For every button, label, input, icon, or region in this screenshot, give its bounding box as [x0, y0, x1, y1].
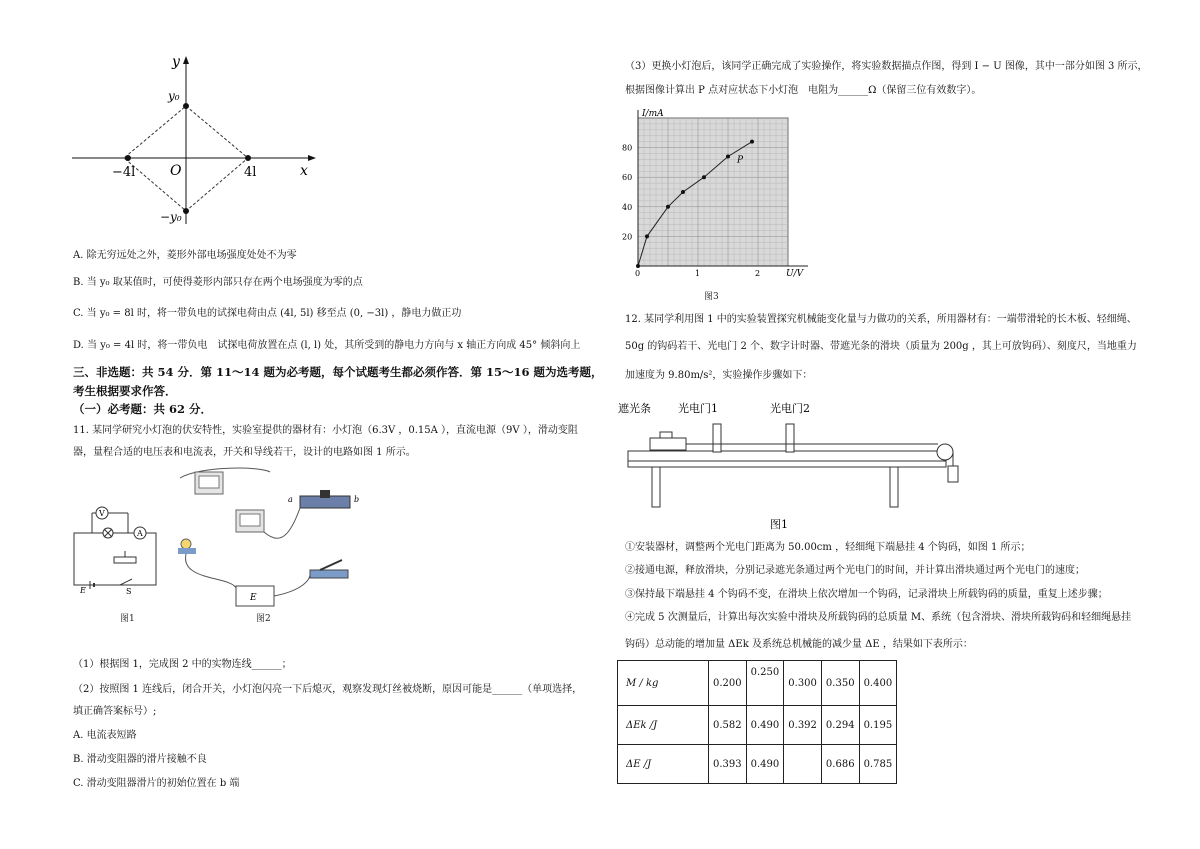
- results-table: [617, 660, 897, 784]
- gate2-label: 光电门2: [770, 402, 810, 415]
- x-axis-title: U/V: [786, 269, 804, 279]
- chart-grid-area: [638, 118, 788, 266]
- x-tick-label: 1: [695, 269, 701, 278]
- rheostat-a-label: a: [288, 495, 293, 504]
- rhombus-field-figure: [68, 52, 318, 227]
- table-cell: 0.686: [821, 745, 859, 784]
- q11-part3-line1: （3）更换小灯泡后，该同学正确完成了实验操作，将实验数据描点作图，得到 I − U 图像，其中一部分如图 3 所示，: [625, 61, 1148, 72]
- table-cell: 0.392: [784, 706, 822, 745]
- y-tick-label: 40: [622, 202, 633, 212]
- table-cell: 0.490: [746, 706, 784, 745]
- q12-step4a: ④完成 5 次测量后，计算出每次实验中滑块及所载钩码的总质量 M、系统（包含滑块、滑块所载钩码和轻细绳悬挂: [625, 612, 1132, 623]
- q12-step4b: 钩码）总动能的增加量 ΔEk 及系统总机械能的减少量 ΔE ，结果如下表所示：: [625, 639, 973, 650]
- data-point: [726, 154, 730, 158]
- fig1-track-caption: 图1: [770, 518, 788, 531]
- data-point: [681, 190, 685, 194]
- section-subheading: （一）必考题：共 62 分．: [73, 402, 213, 416]
- table-header-cell: ΔE /J: [618, 745, 709, 784]
- fig3-caption: 图3: [704, 292, 719, 302]
- q12-line1: 12. 某同学利用图 1 中的实验装置探究机械能变化量与力做功的关系，所用器材有：一端带滑轮的长木板、轻细绳、: [625, 314, 1137, 325]
- table-header-cell: M / kg: [618, 661, 709, 706]
- neg-y0-label: −y₀: [160, 210, 182, 224]
- x-tick-label: 2: [755, 269, 761, 278]
- q11-part2-line1: （2）按照图 1 连线后，闭合开关，小灯泡闪亮一下后熄灭，观察发现灯丝被烧断，原因可能是______（单项选择，: [73, 684, 583, 695]
- q12-step3: ③保持最下端悬挂 4 个钩码不变，在滑块上依次增加一个钩码，记录滑块上所载钩码的质量，重复上述步骤；: [625, 589, 1108, 600]
- y-tick-label: 80: [622, 143, 633, 153]
- q11-choice-b: B. 滑动变阻器的滑片接触不良: [73, 754, 207, 765]
- q11-choice-a: A. 电流表短路: [73, 730, 137, 741]
- neg-4l-label: −4l: [112, 165, 136, 180]
- data-point: [750, 140, 754, 144]
- battery-label: E: [250, 593, 257, 603]
- table-cell: 0.195: [859, 706, 897, 745]
- section-heading-2: 考生根据要求作答．: [73, 384, 177, 398]
- data-point: [636, 264, 640, 268]
- option-c: C. 当 y₀ = 8l 时，将一带负电的试探电荷由点 (4l, 5l) 移至点 (0, −3l) ，静电力做正功: [73, 308, 462, 319]
- strip-label: 遮光条: [618, 402, 651, 415]
- option-a: A. 除无穷远处之外，菱形外部电场强度处处不为零: [73, 250, 297, 261]
- gate1-label: 光电门1: [678, 402, 718, 415]
- y-tick-label: 20: [622, 232, 633, 242]
- table-row: [618, 661, 897, 706]
- y-axis-label: y: [172, 54, 180, 70]
- point-p-label: P: [737, 155, 744, 166]
- q12-step1: ①安装器材，调整两个光电门距离为 50.00cm ，轻细绳下端悬挂 4 个钩码，如图 1 所示；: [625, 542, 1031, 553]
- table-row: [618, 745, 897, 784]
- option-d: D. 当 y₀ = 4l 时，将一带负电 试探电荷放置在点 (l, l) 处，其所受到的静电力方向与 x 轴正方向成 45° 倾斜向上: [73, 340, 581, 351]
- q11-part1: （1）根据图 1，完成图 2 中的实物连线______；: [73, 659, 292, 670]
- table-cell: 0.300: [784, 661, 822, 706]
- switch-symbol: S: [126, 587, 132, 595]
- table-cell: 0.294: [821, 706, 859, 745]
- table-cell: 0.250: [746, 661, 784, 706]
- table-cell: 0.350: [821, 661, 859, 706]
- iu-curve-chart: [618, 106, 818, 282]
- data-point: [666, 205, 670, 209]
- q12-line3: 加速度为 9.80m/s²，实验操作步骤如下：: [625, 370, 813, 381]
- source-symbol: E: [80, 586, 86, 595]
- y0-label: y₀: [168, 89, 180, 103]
- fig2-caption: 图2: [256, 614, 271, 624]
- option-b: B. 当 y₀ 取某值时，可使得菱形内部只存在两个电场强度为零的点: [73, 277, 363, 288]
- table-cell: 0.785: [859, 745, 897, 784]
- table-header-cell: ΔEk /J: [618, 706, 709, 745]
- x-tick-label: 0: [635, 269, 641, 278]
- section-heading: 三、非选题：共 54 分．第 11～14 题为必考题，每个试题考生都必须作答．第 15～16 题为选考题，: [73, 365, 603, 379]
- table-row: [618, 706, 897, 745]
- ammeter-symbol: A: [137, 529, 143, 538]
- rheostat-b-label: b: [354, 495, 360, 504]
- x-axis-label: x: [300, 163, 308, 179]
- y-tick-label: 60: [622, 173, 633, 183]
- y-axis-title: I/mA: [642, 109, 664, 119]
- circuit-diagram-fig1: [70, 495, 160, 595]
- q12-line2: 50g 的钩码若干、光电门 2 个、数字计时器、带遮光条的滑块（质量为 200g ，其上可放钩码）、刻度尺，当地重力: [625, 341, 1137, 352]
- apparatus-fig2: [170, 466, 370, 610]
- table-cell: 0.400: [859, 661, 897, 706]
- data-point: [702, 175, 706, 179]
- q12-step2: ②接通电源，释放滑块，分别记录遮光条通过两个光电门的时间，并计算出滑块通过两个光电门的速度；: [625, 565, 1085, 576]
- origin-label: O: [170, 163, 182, 179]
- table-cell: 0.582: [709, 706, 747, 745]
- fig1-caption: 图1: [120, 614, 135, 624]
- q11-line1: 11. 某同学研究小灯泡的伏安特性，实验室提供的器材有：小灯泡（6.3V ，0.15A ），直流电源（9V ），滑动变阻: [73, 425, 578, 436]
- voltmeter-symbol: V: [99, 509, 105, 518]
- table-cell: [784, 745, 822, 784]
- track-apparatus-fig: [618, 396, 978, 536]
- table-cell: 0.393: [709, 745, 747, 784]
- table-cell: 0.490: [746, 745, 784, 784]
- data-point: [645, 234, 649, 238]
- 4l-label: 4l: [244, 165, 257, 180]
- q11-line2: 器，量程合适的电压表和电流表，开关和导线若干，设计的电路如图 1 所示。: [73, 447, 416, 458]
- q11-choice-c: C. 滑动变阻器滑片的初始位置在 b 端: [73, 778, 240, 789]
- table-cell: 0.200: [709, 661, 747, 706]
- q11-part2-line2: 填正确答案标号）;: [73, 706, 157, 717]
- q11-part3-line2: 根据图像计算出 P 点对应状态下小灯泡 电阻为______Ω（保留三位有效数字）。: [625, 85, 982, 96]
